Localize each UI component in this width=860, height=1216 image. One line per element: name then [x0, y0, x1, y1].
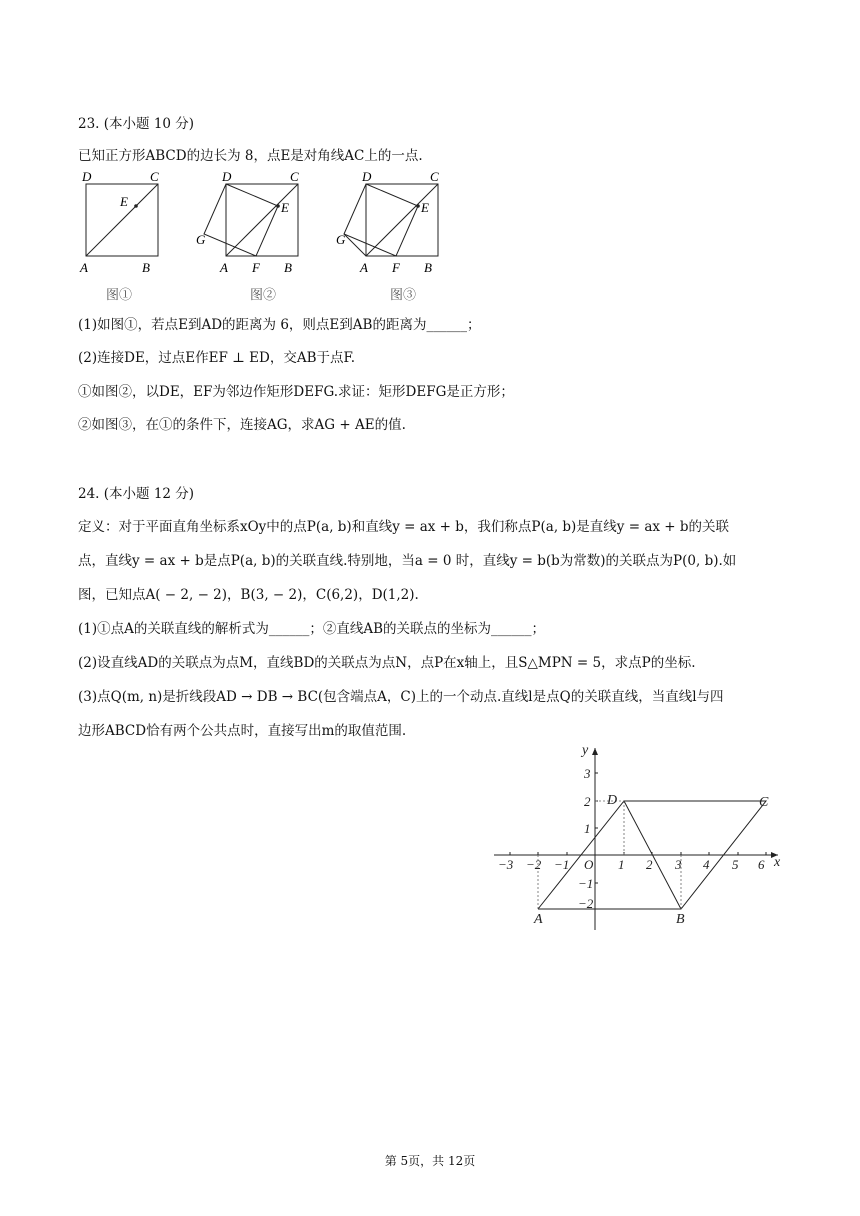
svg-text:B: B — [284, 260, 292, 275]
y-tick-3: 3 — [584, 766, 591, 781]
y-tick-neg1: −1 — [578, 876, 594, 891]
y-tick-neg2: −2 — [578, 896, 594, 911]
svg-text:E: E — [281, 200, 289, 215]
page-footer: 第 5页，共 12页 — [384, 1154, 476, 1168]
x-tick-6: 6 — [758, 857, 765, 872]
figure-1-caption: 图① — [106, 288, 133, 303]
fig1-label-a: A — [80, 260, 88, 275]
svg-text:D: D — [222, 169, 232, 184]
q23-part1: (1)如图①，若点E到AD的距离为 6，则点E到AB的距离为______； — [78, 317, 481, 333]
svg-text:F: F — [252, 260, 260, 275]
coordinate-graph — [488, 740, 788, 935]
y-axis-label: y — [582, 743, 589, 758]
svg-text:A: A — [220, 260, 228, 275]
q23-header: 23. (本小题 10 分) — [78, 116, 195, 132]
point-c-label: C — [759, 795, 769, 810]
q24-header: 24. (本小题 12 分) — [78, 486, 195, 502]
x-axis-label: x — [774, 855, 781, 870]
y-tick-2: 2 — [584, 794, 591, 809]
q24-def-line2: 点，直线y = ax + b是点P(a, b)的关联直线.特别地，当a = 0 时，直线y = b(b为常数)的关联点为P(0, b).如 — [78, 553, 737, 569]
q24-part2: (2)设直线AD的关联点为点M，直线BD的关联点为点N，点P在x轴上，且S△MPN = 5，求点P的坐标. — [78, 655, 696, 671]
x-tick-5: 5 — [732, 857, 739, 872]
fig1-label-c: C — [150, 169, 159, 184]
q23-part2b: ②如图③，在①的条件下，连接AG，求AG + AE的值. — [78, 417, 406, 433]
origin-label: O — [584, 857, 594, 872]
fig1-label-b: B — [142, 260, 150, 275]
q23-part2: (2)连接DE，过点E作EF ⊥ ED，交AB于点F. — [78, 350, 356, 366]
svg-text:G: G — [336, 232, 346, 247]
q24-def-line1: 定义：对于平面直角坐标系xOy中的点P(a, b)和直线y = ax + b，我们称点P(a, b)是直线y = ax + b的关联 — [78, 519, 730, 535]
figure-2-caption: 图② — [250, 288, 277, 303]
point-d-label: D — [607, 793, 618, 808]
figure-3 — [336, 168, 448, 278]
figure-3-caption: 图③ — [390, 288, 417, 303]
svg-text:D: D — [362, 169, 372, 184]
svg-text:C: C — [290, 169, 299, 184]
x-tick-neg1: −1 — [554, 857, 570, 872]
x-tick-1: 1 — [618, 857, 625, 872]
svg-text:C: C — [430, 169, 439, 184]
svg-text:G: G — [196, 232, 206, 247]
fig1-label-d: D — [82, 169, 92, 184]
figure-1 — [78, 168, 168, 278]
svg-text:E: E — [421, 200, 429, 215]
fig1-label-e: E — [120, 194, 128, 209]
q24-def-line3: 图，已知点A( − 2, − 2)，B(3, − 2)，C(6,2)，D(1,2). — [78, 587, 419, 603]
svg-text:F: F — [392, 260, 400, 275]
x-tick-2: 2 — [646, 857, 653, 872]
x-tick-3: 3 — [675, 857, 682, 872]
figure-2 — [196, 168, 308, 278]
x-tick-neg2: −2 — [526, 857, 542, 872]
q24-part3-line1: (3)点Q(m, n)是折线段AD → DB → BC(包含端点A，C)上的一个动点.直线l是点Q的关联直线，当直线l与四 — [78, 689, 724, 705]
x-tick-4: 4 — [703, 857, 710, 872]
y-tick-1: 1 — [584, 821, 591, 836]
svg-text:B: B — [424, 260, 432, 275]
point-a-label: A — [534, 912, 543, 927]
q23-intro: 已知正方形ABCD的边长为 8，点E是对角线AC上的一点. — [78, 148, 423, 164]
q23-part2a: ①如图②，以DE，EF为邻边作矩形DEFG.求证：矩形DEFG是正方形； — [78, 384, 514, 400]
q24-part3-line2: 边形ABCD恰有两个公共点时，直接写出m的取值范围. — [78, 723, 407, 739]
point-b-label: B — [676, 912, 685, 927]
svg-text:A: A — [360, 260, 368, 275]
q24-part1: (1)①点A的关联直线的解析式为______；②直线AB的关联点的坐标为______； — [78, 621, 546, 637]
x-tick-neg3: −3 — [498, 857, 514, 872]
